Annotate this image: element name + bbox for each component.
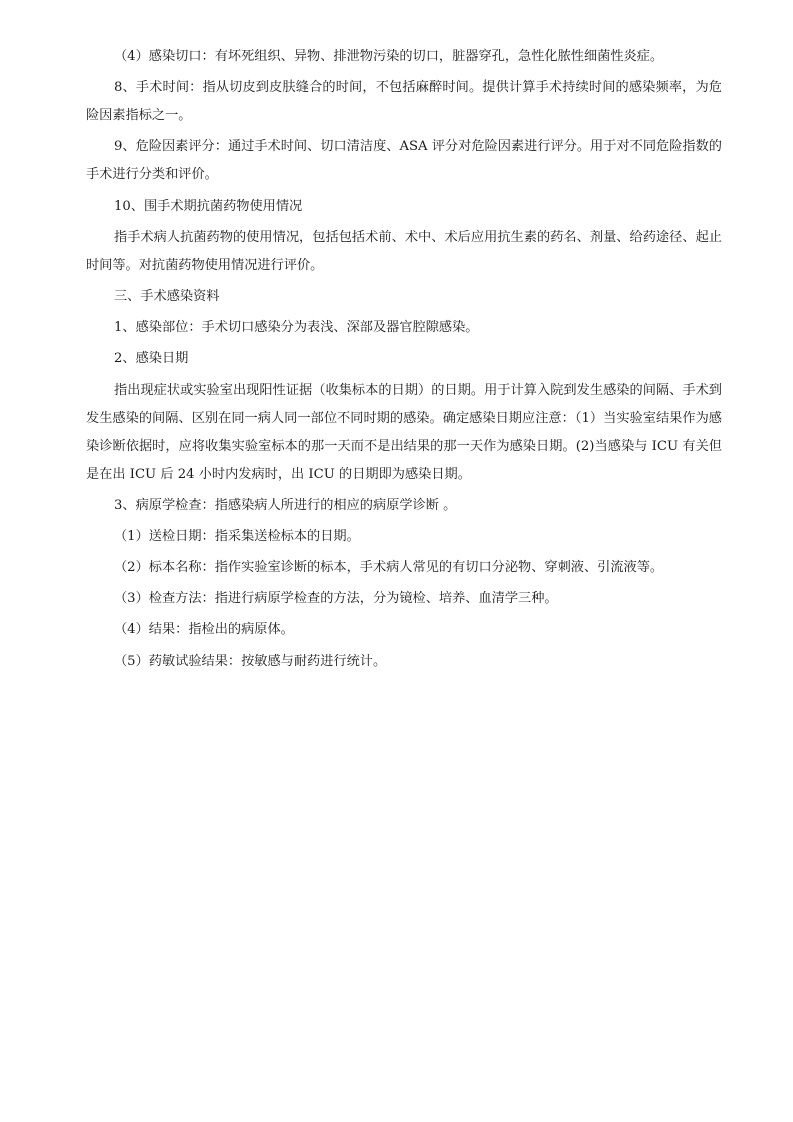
paragraph-drug-sensitivity: （5）药敏试验结果：按敏感与耐药进行统计。 [114, 653, 387, 669]
paragraph-infection-date-heading: 2、感染日期 [114, 351, 189, 367]
paragraph-specimen-name: （2）标本名称：指作实验室诊断的标本，手术病人常见的有切口分泌物、穿刺液、引流液等。 [114, 560, 664, 576]
document-body [86, 43, 722, 679]
paragraph-pathogen-exam: 3、病原学检查：指感染病人所进行的相应的病原学诊断 。 [114, 497, 457, 513]
paragraph-exam-method: （3）检查方法：指进行病原学检查的方法，分为镜检、培养、血清学三种。 [114, 591, 558, 607]
paragraph-infection-site: 1、感染部位：手术切口感染分为表浅、深部及器官腔隙感染。 [114, 320, 479, 336]
paragraph-antibiotic-heading: 10、围手术期抗菌药物使用情况 [114, 198, 303, 214]
paragraph-submission-date: （1）送检日期：指采集送检标本的日期。 [114, 528, 360, 544]
section-heading-infection-data: 三、手术感染资料 [114, 288, 220, 304]
paragraph-risk-score: 9、危险因素评分：通过手术时间、切口清洁度、ASA 评分对危险因素进行评分。用于对不同危险指数的手术进行分类和评价。 [86, 139, 722, 183]
paragraph-antibiotic-usage: 指手术病人抗菌药物的使用情况，包括包括术前、术中、术后应用抗生素的药名、剂量、给药途径、起止时间等。对抗菌药物使用情况进行评价。 [86, 229, 722, 273]
paragraph-surgery-time: 8、手术时间：指从切皮到皮肤缝合的时间，不包括麻醉时间。提供计算手术持续时间的感染频率，为危险因素指标之一。 [86, 80, 722, 124]
paragraph-infected-incision: （4）感染切口：有坏死组织、异物、排泄物污染的切口，脏器穿孔，急性化脓性细菌性炎症。 [114, 49, 664, 64]
paragraph-infection-date-detail: 指出现症状或实验室出现阳性证据（收集标本的日期）的日期。用于计算入院到发生感染的间隔、手术到发生感染的间隔、区别在同一病人同一部位不同时期的感染。确定感染日期应注意：（1）当实验室结果作为感染诊断依据时，应将收集实验室标本的那一天而不是出结果的那一天作为感染日期。(2)当感染与 ICU 有关但是在出 ICU 后 24 小时内发病时，出 ICU 的日期即为感染日期。 [86, 382, 722, 482]
paragraph-result: （4）结果：指检出的病原体。 [114, 622, 294, 638]
